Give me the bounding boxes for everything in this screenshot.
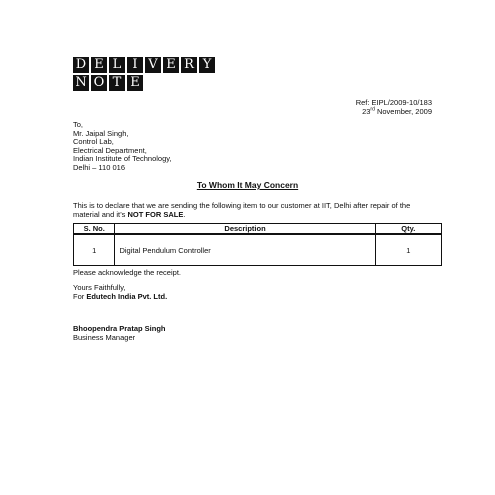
signatory-block: [73, 325, 166, 342]
subject-heading: To Whom It May Concern: [196, 180, 299, 190]
logo-letter: O: [91, 75, 107, 91]
table-header-row: [74, 224, 442, 235]
cell-sno: 1: [74, 234, 115, 266]
date-day: 23: [362, 107, 371, 116]
items-table: [73, 223, 442, 266]
cell-qty: 1: [375, 234, 441, 266]
logo-letter: D: [73, 57, 89, 73]
date-suffix: rd: [370, 106, 375, 113]
closing-block: [73, 284, 167, 301]
for-prefix: For: [73, 291, 87, 301]
delivery-note-logo: [73, 57, 215, 93]
table-row: [74, 234, 442, 266]
logo-letter: E: [91, 57, 107, 73]
logo-row-2: [73, 75, 215, 91]
logo-letter: E: [127, 75, 143, 91]
logo-letter: I: [127, 57, 143, 73]
logo-letter: E: [163, 57, 179, 73]
signatory-name: Bhoopendra Pratap Singh: [73, 324, 166, 333]
logo-letter: V: [145, 57, 161, 73]
logo-letter: L: [109, 57, 125, 73]
signatory-title: Business Manager: [73, 332, 136, 342]
company-name: Edutech India Pvt. Ltd.: [86, 291, 168, 301]
address-line: Mr. Jaipal Singh,: [73, 128, 129, 138]
not-for-sale-emphasis: NOT FOR SALE: [127, 209, 184, 219]
cell-description: Digital Pendulum Controller: [115, 234, 375, 266]
logo-letter: T: [109, 75, 125, 91]
document-date: [356, 107, 432, 116]
address-line: Electrical Department,: [73, 145, 147, 155]
header-qty: Qty.: [375, 224, 441, 235]
salutation: To,: [73, 120, 84, 129]
logo-letter: N: [73, 75, 89, 91]
header-sno: S. No.: [74, 224, 115, 235]
acknowledge-line: Please acknowledge the receipt.: [73, 268, 181, 277]
address-line: Delhi – 110 016: [73, 162, 125, 172]
declaration-end: .: [183, 209, 186, 219]
address-line: Control Lab,: [73, 137, 114, 147]
logo-row-1: [73, 57, 215, 73]
address-line: Indian Institute of Technology,: [73, 154, 172, 164]
logo-letter: Y: [199, 57, 215, 73]
date-month-year: November, 2009: [374, 107, 432, 116]
reference-number: Ref: EIPL/2009-10/183: [355, 98, 432, 107]
declaration-text: This is to declare that we are sending the following item to our customer at IIT, Delhi after repair of the material and it’s: [73, 201, 411, 219]
company-line: [73, 293, 167, 302]
recipient-address: [73, 121, 172, 173]
closing-line: Yours Faithfully,: [73, 283, 126, 292]
reference-block: [356, 98, 432, 116]
logo-letter: R: [181, 57, 197, 73]
header-description: Description: [115, 224, 375, 235]
declaration-paragraph: [73, 202, 433, 219]
